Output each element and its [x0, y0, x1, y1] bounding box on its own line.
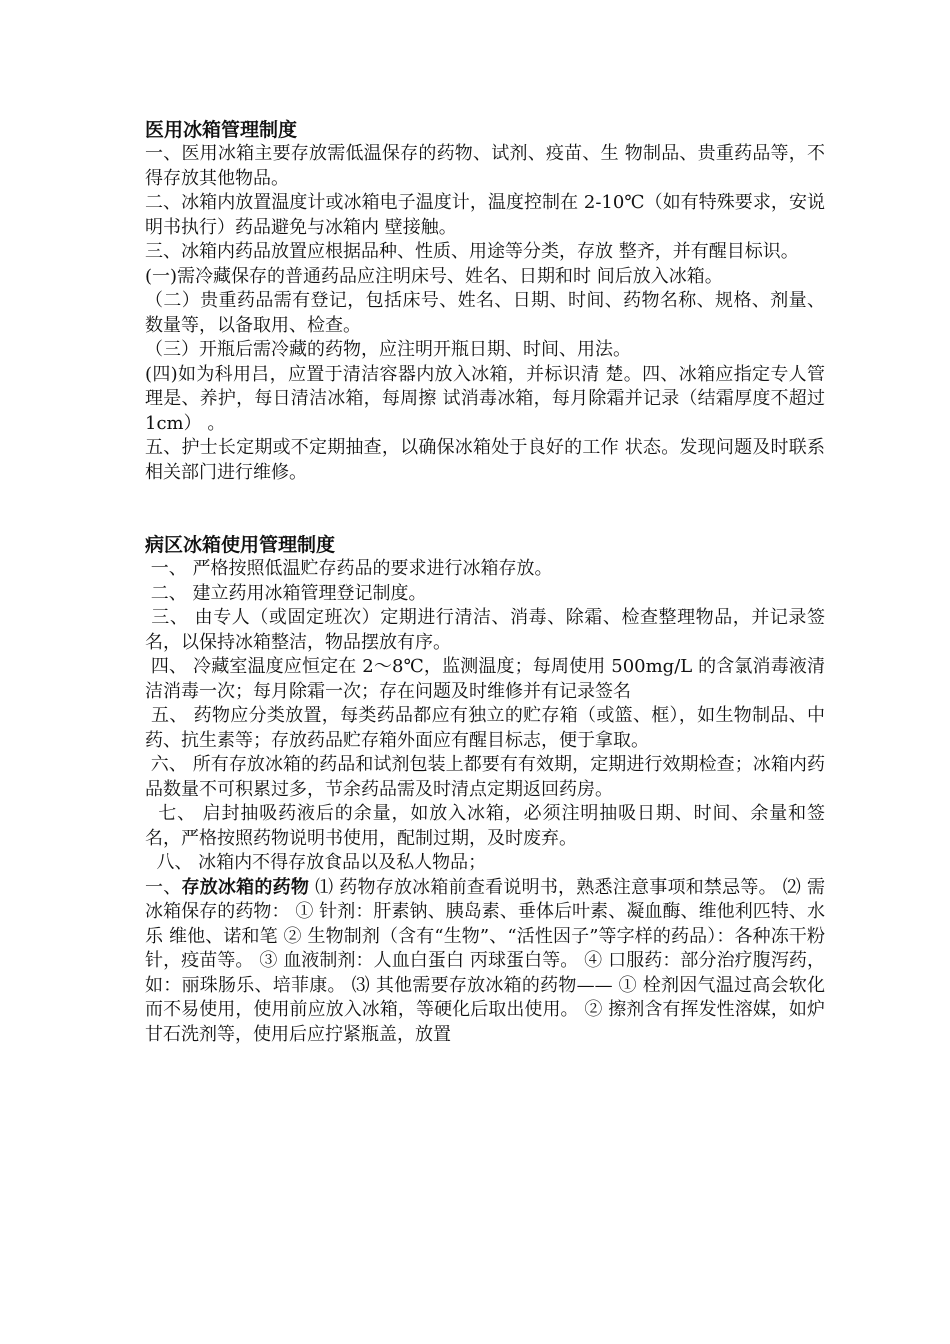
paragraph: 五、 药物应分类放置，每类药品都应有独立的贮存箱（或篮、框），如生物制品、中药、抗生素等；存放药品贮存箱外面应有醒目标志，便于拿取。: [145, 705, 825, 751]
paragraph: （三）开瓶后需冷藏的药物，应注明开瓶日期、时间、用法。: [145, 339, 631, 360]
paragraph: (四)如为科用吕，应置于清洁容器内放入冰箱，并标识清 楚。四、冰箱应指定专人管理是、养护，每日清洁冰箱，每周擦 试消毒冰箱，每月除霜并记录（结霜厚度不超过 1cm） 。: [145, 363, 825, 434]
section-title-fridge-management: 医用冰箱管理制度: [145, 119, 298, 141]
paragraph: 三、 由专人（或固定班次）定期进行清洁、消毒、除霜、检查整理物品，并记录签名，以保持冰箱整洁，物品摆放有序。: [145, 607, 825, 653]
list-marker: 一、: [145, 876, 182, 898]
paragraph: 二、冰箱内放置温度计或冰箱电子温度计，温度控制在 2-10℃（如有特殊要求，安说明书执行）药品避免与冰箱内 壁接触。: [145, 192, 825, 238]
paragraph: 一、医用冰箱主要存放需低温保存的药物、试剂、疫苗、生 物制品、贵重药品等，不得存放其他物品。: [145, 143, 825, 189]
paragraph: 一、 严格按照低温贮存药品的要求进行冰箱存放。: [145, 558, 553, 579]
bold-heading-inline: 存放冰箱的药物: [181, 876, 310, 898]
paragraph: 七、 启封抽吸药液后的余量，如放入冰箱，必须注明抽吸日期、时间、余量和签名，严格按照药物说明书使用，配制过期，及时废弃。: [145, 803, 825, 849]
paragraph-stored-drugs: [145, 876, 825, 1048]
paragraph: 四、 冷藏室温度应恒定在 2～8℃，监测温度；每周使用 500mg/L 的含氯消毒液清洁消毒一次；每月除霜一次；存在问题及时维修并有记录签名: [145, 656, 825, 702]
paragraph: (一)需冷藏保存的普通药品应注明床号、姓名、日期和时 间后放入冰箱。: [145, 265, 723, 287]
paragraph: 五、护士长定期或不定期抽查，以确保冰箱处于良好的工作 状态。发现问题及时联系相关部门进行维修。: [145, 437, 825, 483]
paragraph: （二）贵重药品需有登记，包括床号、姓名、日期、时间、药物名称、规格、剂量、数量等，以备取用、检查。: [145, 290, 825, 336]
paragraph: 八、 冰箱内不得存放食品以及私人物品；: [145, 852, 487, 873]
section-title-ward-fridge-usage: 病区冰箱使用管理制度: [145, 534, 336, 556]
paragraph: 二、 建立药用冰箱管理登记制度。: [145, 582, 427, 604]
section-spacer: [145, 485, 825, 533]
paragraph: 三、冰箱内药品放置应根据品种、性质、用途等分类，存放 整齐，并有醒目标识。: [145, 241, 799, 262]
paragraph-body: ⑴ 药物存放冰箱前查看说明书，熟悉注意事项和禁忌等。 ⑵ 需冰箱保存的药物： ① 针剂：肝素钠、胰岛素、垂体后叶素、凝血酶、维他利匹特、水乐 维他、诺和笔 ② 生物制剂（含有“生物”、“活性因子”等字样的药品）：各种冻干粉针，疫苗等。 ③ 血液制剂：人血白蛋白 丙球蛋白等。 ④ 口服药：部分治疗腹泻药，如：丽珠肠乐、培菲康。 ⑶ 其他需要存放冰箱的药物—— ① 栓剂因气温过高会软化而不易使用，使用前应放入冰箱，等硬化后取出使用。 ② 擦剂含有挥发性溶媒，如炉甘石洗剂等，使用后应拧紧瓶盖，放置: [145, 876, 826, 1045]
paragraph: 六、 所有存放冰箱的药品和试剂包装上都要有有效期，定期进行效期检查；冰箱内药品数量不可积累过多，节余药品需及时清点定期返回药房。: [145, 754, 825, 800]
document-page: [145, 118, 825, 1047]
